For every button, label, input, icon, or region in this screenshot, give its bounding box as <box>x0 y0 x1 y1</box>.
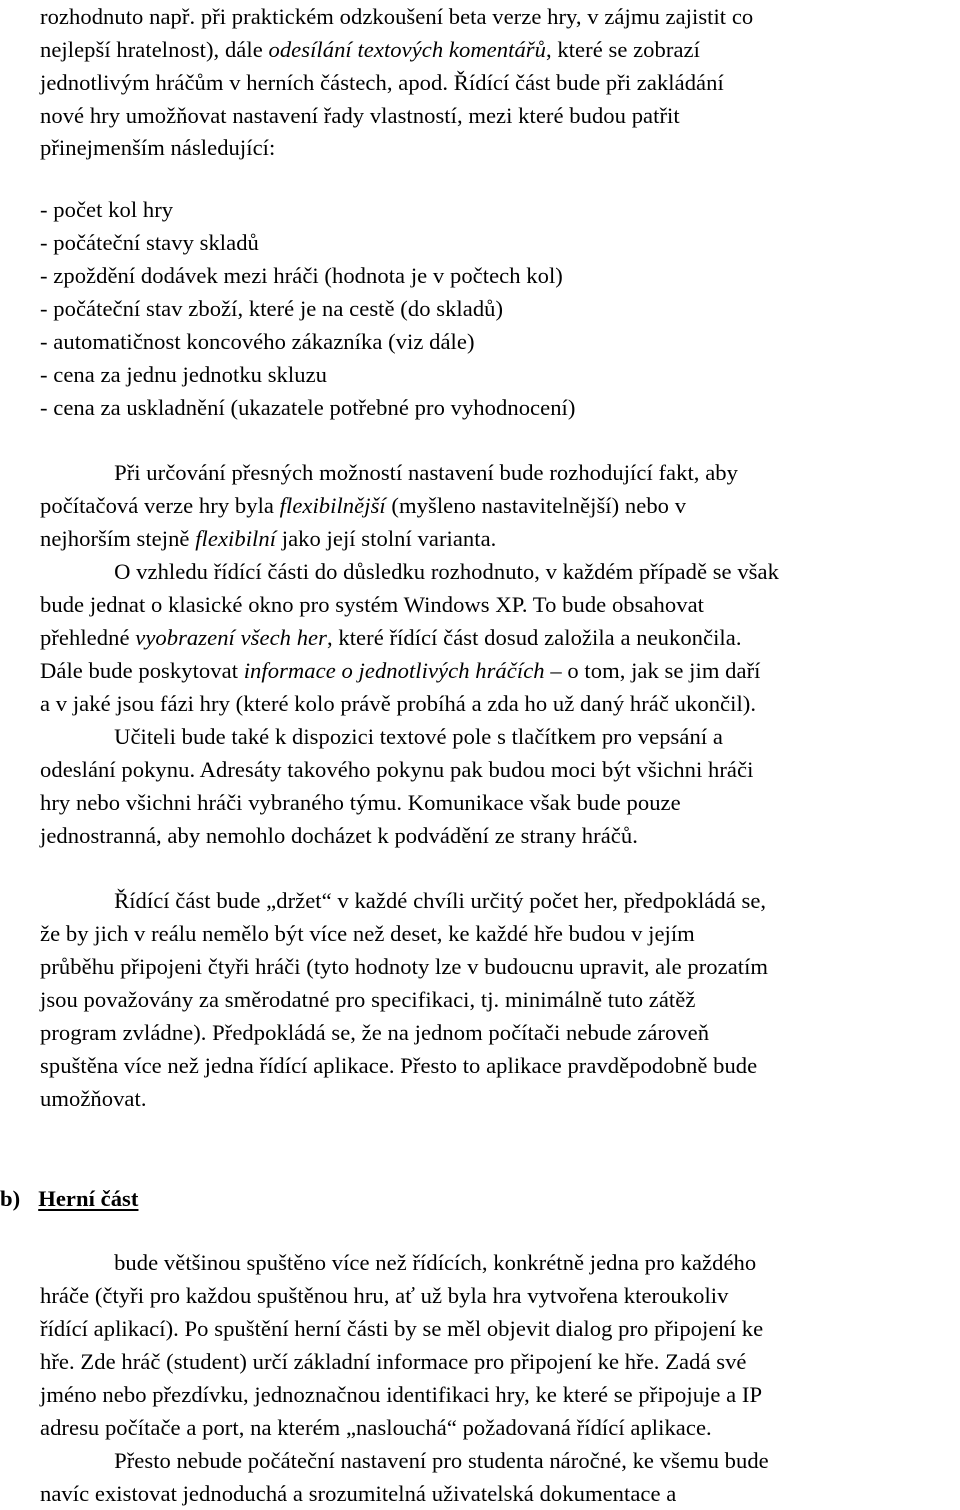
text-line <box>40 654 960 687</box>
text-line <box>40 1082 960 1115</box>
text-segment: průběhu připojeni čtyři hráči (tyto hodnoty lze v budoucnu upravit, ale prozatím <box>40 954 769 979</box>
text-line <box>40 753 960 786</box>
text-segment: Při určování přesných možností nastavení bude rozhodující fakt, aby <box>40 460 738 485</box>
text-line <box>40 884 960 917</box>
text-segment: - cena za jednu jednotku skluzu <box>40 362 328 387</box>
text-line <box>40 588 960 621</box>
emphasis-text: vyobrazení všech her <box>135 625 327 650</box>
emphasis-text: odesílání textových komentářů <box>268 37 546 62</box>
text-segment: přehledné <box>40 625 136 650</box>
text-line <box>40 819 960 852</box>
text-segment: adresu počítače a port, na kterém „naslouchá“ požadovaná řídící aplikace. <box>40 1415 712 1440</box>
text-segment: že by jich v reálu nemělo být více než deset, ke každé hře budou v jejím <box>40 921 695 946</box>
text-line <box>40 456 960 489</box>
text-line <box>40 1378 960 1411</box>
text-line <box>40 1477 960 1510</box>
text-segment: Přesto nebude počáteční nastavení pro studenta náročné, ke všemu bude <box>40 1448 769 1473</box>
text-line <box>40 358 960 391</box>
text-line <box>40 1049 960 1082</box>
text-line <box>40 1246 960 1279</box>
text-line <box>40 489 960 522</box>
text-segment: umožňovat. <box>40 1086 147 1111</box>
text-line <box>40 259 960 292</box>
text-segment: navíc existovat jednoduchá a srozumitelná uživatelská dokumentace a <box>40 1481 677 1506</box>
text-line <box>40 391 960 424</box>
text-line <box>40 1444 960 1477</box>
text-segment: a v jaké jsou fázi hry (které kolo právě probíhá a zda ho už daný hráč ukončil). <box>40 691 757 716</box>
text-line <box>40 950 960 983</box>
text-line <box>40 325 960 358</box>
text-line <box>40 1345 960 1378</box>
text-segment: nejlepší hratelnost), dále <box>40 37 269 62</box>
text-segment: Řídící část bude „držet“ v každé chvíli určitý počet her, předpokládá se, <box>40 888 767 913</box>
text-line <box>40 917 960 950</box>
text-segment: jednotlivým hráčům v herních částech, apod. Řídící část bude při zakládání <box>40 70 724 95</box>
text-segment: – o tom, jak se jim daří <box>544 658 761 683</box>
text-segment: - počet kol hry <box>40 197 174 222</box>
text-segment: odeslání pokynu. Adresáty takového pokynu pak budou moci být všichni hráči <box>40 757 754 782</box>
text-segment: (myšleno nastavitelnější) nebo v <box>385 493 687 518</box>
text-segment: jméno nebo přezdívku, jednoznačnou identifikaci hry, ke které se připojuje a IP <box>40 1382 763 1407</box>
text-segment: jednostranná, aby nemohlo docházet k podvádění ze strany hráčů. <box>40 823 638 848</box>
text-segment: spuštěna více než jedna řídící aplikace. Přesto to aplikace pravděpodobně bude <box>40 1053 758 1078</box>
text-segment: - zpoždění dodávek mezi hráči (hodnota je v počtech kol) <box>40 263 563 288</box>
text-segment: O vzhledu řídící části do důsledku rozhodnuto, v každém případě se však <box>40 559 779 584</box>
text-line <box>40 33 960 66</box>
emphasis-text: flexibilní <box>195 526 277 551</box>
text-segment: bude většinou spuštěno více než řídících, konkrétně jedna pro každého <box>40 1250 757 1275</box>
text-line <box>40 555 960 588</box>
text-segment: bude jednat o klasické okno pro systém Windows XP. To bude obsahovat <box>40 592 704 617</box>
text-line <box>40 193 960 226</box>
text-line <box>40 1279 960 1312</box>
text-segment: nové hry umožňovat nastavení řady vlastností, mezi které budou patřit <box>40 103 680 128</box>
text-line <box>40 66 960 99</box>
text-segment: Dále bude poskytovat <box>40 658 244 683</box>
text-line <box>40 522 960 555</box>
emphasis-text: flexibilnější <box>279 493 386 518</box>
text-line <box>40 1312 960 1345</box>
text-line <box>40 720 960 753</box>
text-segment: počítačová verze hry byla <box>40 493 280 518</box>
text-segment: jako její stolní varianta. <box>276 526 497 551</box>
section-marker: b) <box>0 1186 21 1211</box>
text-segment: - cena za uskladnění (ukazatele potřebné pro vyhodnocení) <box>40 395 576 420</box>
text-segment: hry nebo všichni hráči vybraného týmu. Komunikace však bude pouze <box>40 790 681 815</box>
text-segment: Učiteli bude také k dispozici textové pole s tlačítkem pro vepsání a <box>40 724 723 749</box>
text-line <box>40 226 960 259</box>
text-segment: - počáteční stav zboží, které je na cestě (do skladů) <box>40 296 504 321</box>
text-line <box>40 131 960 164</box>
text-line <box>40 687 960 720</box>
text-segment: - počáteční stavy skladů <box>40 230 259 255</box>
text-segment: , které se zobrazí <box>545 37 700 62</box>
text-segment: rozhodnuto např. při praktickém odzkoušení beta verze hry, v zájmu zajistit co <box>40 4 754 29</box>
text-segment: nejhorším stejně <box>40 526 196 551</box>
text-segment: přinejmenším následující: <box>40 135 276 160</box>
text-line <box>40 292 960 325</box>
text-segment: jsou považovány za směrodatné pro specifikaci, tj. minimálně tuto zátěž <box>40 987 696 1012</box>
text-segment: hře. Zde hráč (student) určí základní informace pro připojení ke hře. Zadá své <box>40 1349 747 1374</box>
text-segment: řídící aplikací). Po spuštění herní části by se měl objevit dialog pro připojení ke <box>40 1316 764 1341</box>
section-heading <box>0 1182 920 1215</box>
text-line <box>40 983 960 1016</box>
text-segment: , které řídící část dosud založila a neukončila. <box>326 625 742 650</box>
text-line <box>40 621 960 654</box>
text-line <box>40 0 960 33</box>
text-segment: program zvládne). Předpokládá se, že na jednom počítači nebude zároveň <box>40 1020 710 1045</box>
text-line <box>40 1411 960 1444</box>
text-line <box>40 99 960 132</box>
text-line <box>40 1016 960 1049</box>
emphasis-text: informace o jednotlivých hráčích <box>243 658 545 683</box>
text-segment: hráče (čtyři pro každou spuštěnou hru, ať už byla hra vytvořena kteroukoliv <box>40 1283 729 1308</box>
text-segment: - automatičnost koncového zákazníka (viz dále) <box>40 329 475 354</box>
section-title: Herní část <box>38 1186 139 1211</box>
text-line <box>40 786 960 819</box>
